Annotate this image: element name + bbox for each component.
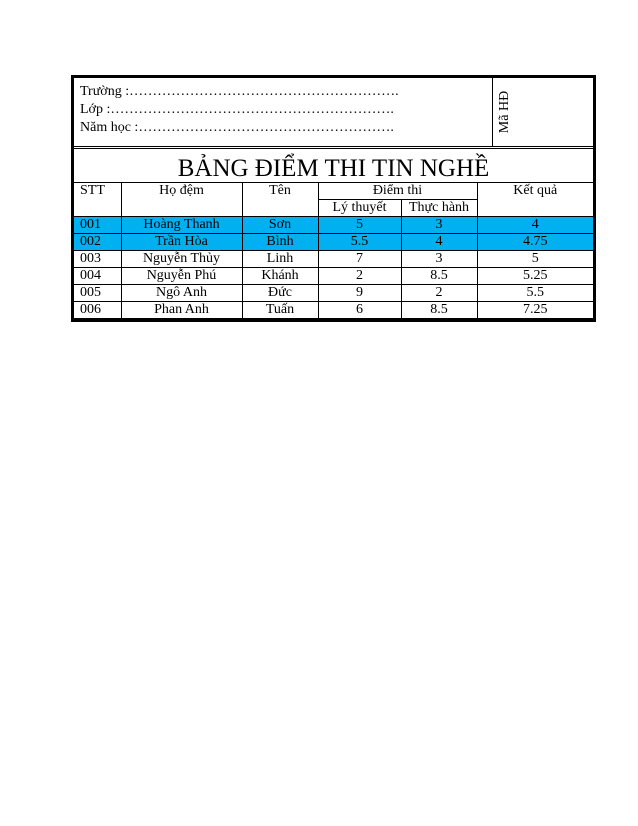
cell-ly-thuyet: 6 — [318, 302, 401, 319]
cell-ly-thuyet: 9 — [318, 285, 401, 302]
sheet-title: BẢNG ĐIỂM THI TIN NGHỀ — [74, 148, 593, 182]
cell-stt: 002 — [74, 234, 121, 251]
col-header-ly-thuyet: Lý thuyết — [318, 200, 401, 217]
cell-thuc-hanh: 3 — [401, 251, 477, 268]
code-cell — [492, 78, 517, 146]
cell-ket-qua: 4.75 — [477, 234, 593, 251]
cell-stt: 001 — [74, 217, 121, 234]
cell-thuc-hanh: 4 — [401, 234, 477, 251]
cell-ten: Bình — [242, 234, 318, 251]
cell-ten: Linh — [242, 251, 318, 268]
table-row — [74, 217, 593, 234]
cell-ten: Khánh — [242, 268, 318, 285]
cell-ho-dem: Nguyễn Thủy — [121, 251, 242, 268]
header-info — [74, 78, 492, 146]
col-header-stt: STT — [74, 183, 121, 217]
cell-ten: Sơn — [242, 217, 318, 234]
header-row-1 — [74, 183, 593, 200]
col-header-ho-dem: Họ đệm — [121, 183, 242, 217]
school-line: Trường :…………………………………………………. — [80, 84, 399, 99]
cell-thuc-hanh: 8.5 — [401, 268, 477, 285]
cell-ho-dem: Trần Hòa — [121, 234, 242, 251]
cell-ly-thuyet: 2 — [318, 268, 401, 285]
score-table — [74, 182, 593, 319]
cell-stt: 006 — [74, 302, 121, 319]
score-sheet — [71, 75, 596, 322]
cell-ho-dem: Nguyễn Phú — [121, 268, 242, 285]
table-row — [74, 268, 593, 285]
cell-ly-thuyet: 7 — [318, 251, 401, 268]
year-line: Năm học :………………………………………………. — [80, 120, 394, 135]
cell-ten: Tuấn — [242, 302, 318, 319]
table-row — [74, 285, 593, 302]
cell-stt: 003 — [74, 251, 121, 268]
cell-ket-qua: 5 — [477, 251, 593, 268]
table-row — [74, 234, 593, 251]
code-label: Mã HĐ — [497, 90, 512, 134]
class-line: Lớp :……………………………………………………. — [80, 102, 394, 117]
cell-ten: Đức — [242, 285, 318, 302]
cell-ket-qua: 4 — [477, 217, 593, 234]
cell-thuc-hanh: 8.5 — [401, 302, 477, 319]
col-header-diem-thi: Điểm thi — [318, 183, 477, 200]
cell-ket-qua: 5.25 — [477, 268, 593, 285]
col-header-thuc-hanh: Thực hành — [401, 200, 477, 217]
cell-thuc-hanh: 2 — [401, 285, 477, 302]
col-header-ket-qua: Kết quả — [477, 183, 593, 217]
cell-ho-dem: Ngô Anh — [121, 285, 242, 302]
col-header-ten: Tên — [242, 183, 318, 217]
table-row — [74, 251, 593, 268]
sheet-header — [74, 78, 593, 147]
cell-ket-qua: 5.5 — [477, 285, 593, 302]
cell-ket-qua: 7.25 — [477, 302, 593, 319]
cell-stt: 004 — [74, 268, 121, 285]
cell-ho-dem: Phan Anh — [121, 302, 242, 319]
cell-ly-thuyet: 5.5 — [318, 234, 401, 251]
cell-ho-dem: Hoàng Thanh — [121, 217, 242, 234]
cell-stt: 005 — [74, 285, 121, 302]
table-row — [74, 302, 593, 319]
cell-ly-thuyet: 5 — [318, 217, 401, 234]
cell-thuc-hanh: 3 — [401, 217, 477, 234]
